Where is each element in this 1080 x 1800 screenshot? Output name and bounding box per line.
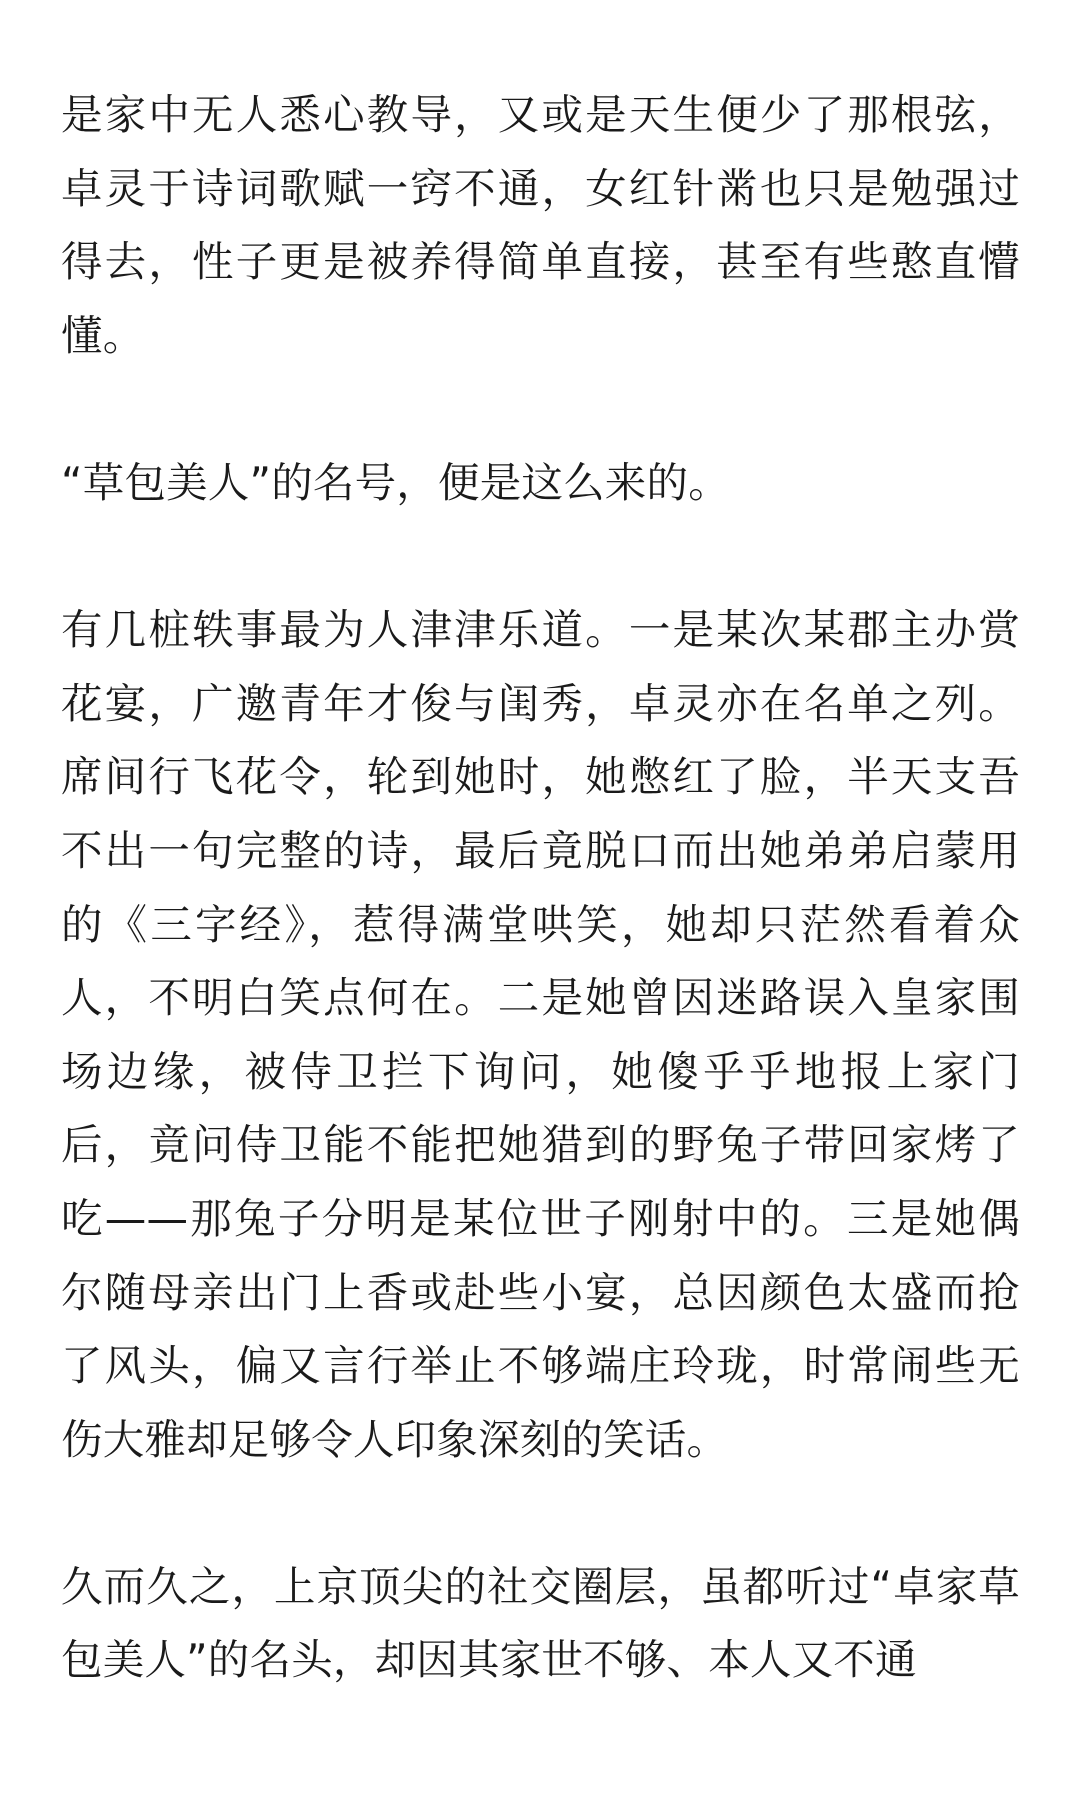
paragraph-4: 久而久之，上京顶尖的社交圈层，虽都听过“卓家草包美人”的名头，却因其家世不够、本人又不通 [61,1561,1020,1685]
paragraph-3: 有几桩轶事最为人津津乐道。一是某次某郡主办赏花宴，广邀青年才俊与闺秀，卓灵亦在名单之列。席间行飞花令，轮到她时，她憋红了脸，半天支吾不出一句完整的诗，最后竟脱口而出她弟弟启蒙用的《三字经》，惹得满堂哄笑，她却只茫然看着众人，不明白笑点何在。二是她曾因迷路误入皇家围场边缘，被侍卫拦下询问，她傻乎乎地报上家门后，竟问侍卫能不能把她猎到的野兔子带回家烤了吃——那兔子分明是某位世子刚射中的。三是她偶尔随母亲出门上香或赴些小宴，总因颜色太盛而抢了风头，偏又言行举止不够端庄玲珑，时常闹些无伤大雅却足够令人印象深刻的笑话。 [61,605,1020,1464]
paragraph-1: 是家中无人悉心教导，又或是天生便少了那根弦，卓灵于诗词歌赋一窍不通，女红针黹也只是勉强过得去，性子更是被养得简单直接，甚至有些憨直懵懂。 [61,90,1020,360]
paragraph-2: “草包美人”的名号，便是这么来的。 [61,457,730,507]
